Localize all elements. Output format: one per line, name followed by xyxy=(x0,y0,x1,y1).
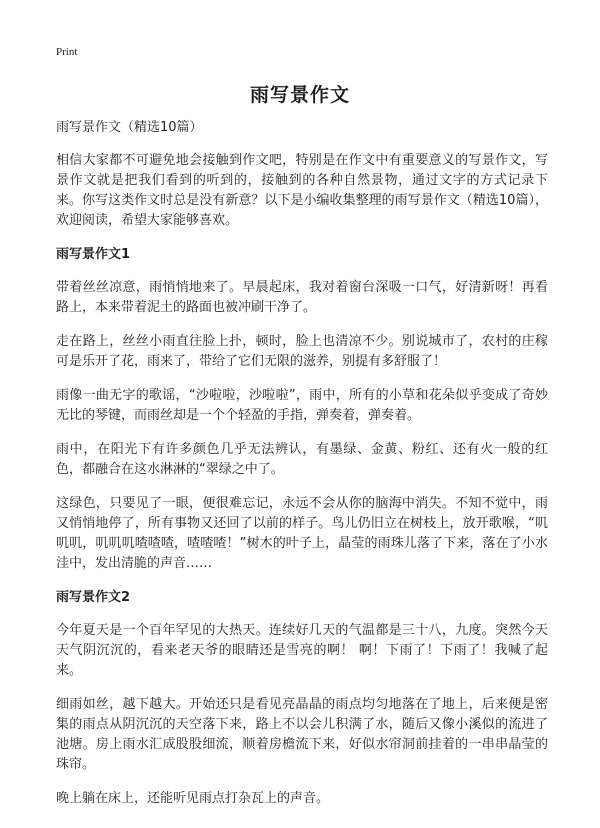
section-2-paragraph: 今年夏天是一个百年罕见的大热天。连续好几天的气温都是三十八，九度。突然今天天气阴沉沉的，看来老天爷的眼睛还是雪亮的啊！ 啊！下雨了！下雨了！我喊了起来。 xyxy=(56,623,548,678)
article-content xyxy=(56,118,548,823)
section-1-paragraph: 走在路上，丝丝小雨直往脸上扑，顿时，脸上也清凉不少。别说城市了，农村的庄稼可是乐开了花，雨来了，带给了它们无限的滋养，别提有多舒服了！ xyxy=(56,334,548,369)
section-2-paragraph: 细雨如丝，越下越大。开始还只是看见亮晶晶的雨点均匀地落在了地上，后来便是密集的雨点从阴沉沉的天空落下来，路上不以会儿积满了水，随后又像小溪似的流进了池塘。房上雨水汇成股股细流，顺着房檐流下来，好似水帘洞前挂着的一串串晶莹的珠帘。 xyxy=(56,697,548,772)
print-link[interactable]: Print xyxy=(56,46,78,58)
section-heading-2: 雨写景作文2 xyxy=(56,590,131,605)
page-title: 雨写景作文 xyxy=(249,84,350,106)
intro-paragraph: 相信大家都不可避免地会接触到作文吧，特别是在作文中有重要意义的写景作文，写景作文就是把我们看到的听到的，接触到的各种自然景物，通过文字的方式记录下来。你写这类作文时总是没有新意？以下是小编收集整理的雨写景作文（精选10篇），欢迎阅读，希望大家能够喜欢。 xyxy=(56,153,548,228)
section-1-paragraph: 带着丝丝凉意，雨悄悄地来了。早晨起床，我对着窗台深吸一口气，好清新呀！再看路上，本来带着泥土的路面也被冲刷干净了。 xyxy=(56,280,548,315)
section-1-paragraph: 这绿色，只要见了一眼，便很难忘记，永远不会从你的脑海中消失。不知不觉中，雨又悄悄地停了，所有事物又还回了以前的样子。鸟儿仍旧立在树枝上，放开歌喉，“叽叽叽，叽叽叽喳喳喳，喳喳喳！”树木的叶子上，晶莹的雨珠儿落了下来，落在了小水洼中，发出清脆的声音…… xyxy=(56,496,548,571)
article-subtitle: 雨写景作文（精选10篇） xyxy=(56,120,203,135)
section-1-paragraph: 雨中，在阳光下有许多颜色几乎无法辨认，有墨绿、金黄、粉红、还有火一般的红色，都融合在这水淋淋的“翠绿之中了。 xyxy=(56,442,548,477)
section-1-paragraph: 雨像一曲无字的歌谣，“沙啦啦，沙啦啦”，雨中，所有的小草和花朵似乎变成了奇妙无比的琴键，而雨丝却是一个个轻盈的手指，弹奏着，弹奏着。 xyxy=(56,388,548,423)
section-heading-1: 雨写景作文1 xyxy=(56,247,131,262)
section-2-paragraph: 晚上躺在床上，还能听见雨点打杂瓦上的声音。 xyxy=(56,791,330,806)
